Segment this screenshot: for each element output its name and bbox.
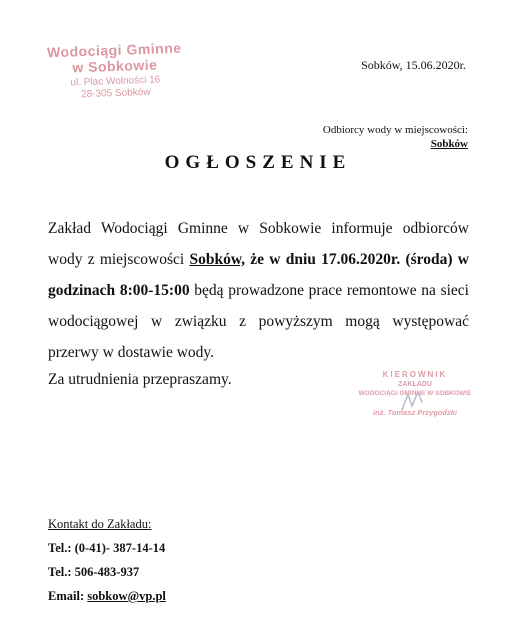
phone-1-label: Tel.:: [48, 541, 72, 555]
manager-stamp-name: inż. Tomasz Przygodzki: [373, 408, 457, 417]
company-stamp-line1: Wodociągi Gminne: [46, 39, 182, 61]
signature-mark: [398, 388, 426, 416]
contact-email: [48, 584, 166, 608]
announcement-paragraph: [48, 213, 469, 368]
contact-block: [48, 512, 166, 608]
announcement-text-part3: będą prowadzone prace remontowe na sieci wodociągowej w związku z powyższym mogą występować przerwy w dostawie wody.: [48, 282, 469, 361]
company-stamp-address: ul. Plac Wolności 16: [70, 74, 161, 89]
phone-1-value: (0-41)- 387-14-14: [74, 541, 166, 555]
recipients-place: Sobków: [430, 138, 468, 150]
phone-2-label: Tel.:: [48, 565, 72, 579]
company-stamp: [29, 39, 201, 103]
document-title: OGŁOSZENIE: [164, 152, 352, 173]
manager-stamp-line3: WODOCIĄGI GMINNE W SOBKOWIE: [358, 390, 472, 397]
announcement-text-part1: Zakład Wodociągi Gminne w Sobkowie informuje odbiorców wody z miejscowości: [48, 220, 469, 268]
phone-2-value: 506-483-937: [74, 565, 140, 579]
recipients-block: [323, 123, 468, 151]
email-label: Email:: [48, 589, 85, 603]
email-link[interactable]: sobkow@vp.pl: [87, 589, 166, 603]
contact-phone-2: [48, 560, 166, 584]
manager-stamp-line2: ZAKŁADU: [398, 381, 432, 388]
contact-heading: Kontakt do Zakładu:: [48, 517, 152, 531]
document-date: Sobków, 15.06.2020r.: [361, 58, 466, 72]
contact-phone-1: [48, 536, 166, 560]
recipients-label: Odbiorcy wody w miejscowości:: [322, 124, 468, 136]
announcement-place: Sobków,: [189, 251, 246, 268]
announcement-date-time: że w dniu 17.06.2020r. (środa) w godzinach 8:00-15:00: [48, 251, 469, 299]
company-stamp-line2: w Sobkowie: [72, 56, 158, 76]
company-stamp-postcode: 28-305 Sobków: [80, 86, 151, 101]
manager-stamp-line1: KIEROWNIK: [382, 370, 448, 379]
apology-text: Za utrudnienia przepraszamy.: [48, 371, 232, 388]
